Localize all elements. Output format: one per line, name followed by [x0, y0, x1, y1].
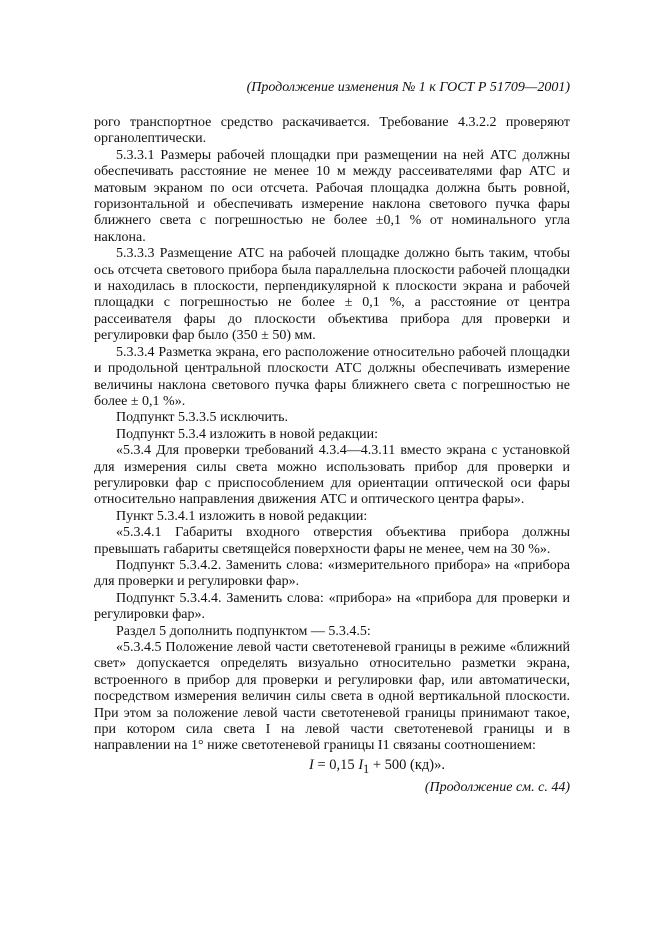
- paragraph: Пункт 5.3.4.1 изложить в новой редакции:: [116, 508, 368, 524]
- continuation-header: (Продолжение изменения № 1 к ГОСТ Р 51709—2001): [246, 80, 570, 95]
- paragraph: «5.3.4.5 Положение левой части светотеневой границы в режиме «ближний свет» допускается определять визуально относительно разметки экрана, встроенного в прибор для проверки и регулировки фар, или автоматически, посредством измерения величин силы света в одной вертикальной плоскости. При этом за положение левой части светотеневой границы принимают такое, при котором сила света I на левой части светотеневой границы и в направлении на 1° ниже светотеневой границы I1 связаны соотношением:: [94, 640, 570, 754]
- paragraph: «5.3.4.1 Габариты входного отверстия объектива прибора должны превышать габариты светящейся поверхности фары не менее, чем на 30 %».: [94, 525, 570, 557]
- formula: [94, 755, 570, 779]
- formula-equals: = 0,15: [313, 756, 359, 773]
- paragraph: Подпункт 5.3.3.5 исключить.: [116, 410, 289, 426]
- paragraph: Подпункт 5.3.4.2. Заменить слова: «измерительного прибора» на «прибора для проверки и регулировки фар».: [94, 557, 570, 590]
- continuation-footer: (Продолжение см. с. 44): [424, 779, 570, 795]
- paragraph: 5.3.3.1 Размеры рабочей площадки при размещении на ней АТС должны обеспечивать расстояние не менее 10 м между рассеивателями фар АТС и матовым экраном по оси отсчета. Рабочая площадка должна быть ровной, горизонтальной и обеспечивать измерение наклона светового пучка фары ближнего света с погрешностью не более ±0,1 % от номинального угла наклона.: [94, 147, 570, 245]
- paragraph: Раздел 5 дополнить подпунктом — 5.3.4.5:: [116, 623, 371, 639]
- formula-var: I: [358, 756, 364, 773]
- formula-subscript: 1: [363, 761, 370, 776]
- formula-rest: + 500 (кд)».: [369, 756, 445, 773]
- paragraph: 5.3.3.4 Разметка экрана, его расположение относительно рабочей площадки и продольной центральной плоскости АТС должны обеспечивать измерение величины наклона светового пучка фары ближнего света с погрешностью не более ± 0,1 %».: [94, 344, 570, 409]
- formula-lhs: I: [309, 756, 314, 773]
- paragraph: рого транспортное средство раскачивается. Требование 4.3.2.2 проверяют органолептически.: [94, 115, 570, 147]
- paragraph: Подпункт 5.3.4 изложить в новой редакции:: [116, 426, 379, 442]
- paragraph: 5.3.3.3 Размещение АТС на рабочей площадке должно быть таким, чтобы ось отсчета светового прибора была параллельна плоскости рабочей площадки и находилась в плоскости, перпендикулярной к плоскости экрана и рабочей площадки с погрешностью не более ± 0,1 %, а расстояние от центра рассеивателя фары до плоскости объектива прибора для проверки и регулировки фар было (350 ± 50) мм.: [94, 246, 570, 344]
- paragraph: Подпункт 5.3.4.4. Заменить слова: «прибора» на «прибора для проверки и регулировки фар».: [94, 590, 570, 623]
- paragraph: «5.3.4 Для проверки требований 4.3.4—4.3.11 вместо экрана с установкой для измерения силы света можно использовать прибор для проверки и регулировки фар с приспособлением для ориентации оптической оси фары относительно направления движения АТС и оптического центра фары».: [94, 443, 570, 508]
- document-body: [94, 115, 570, 797]
